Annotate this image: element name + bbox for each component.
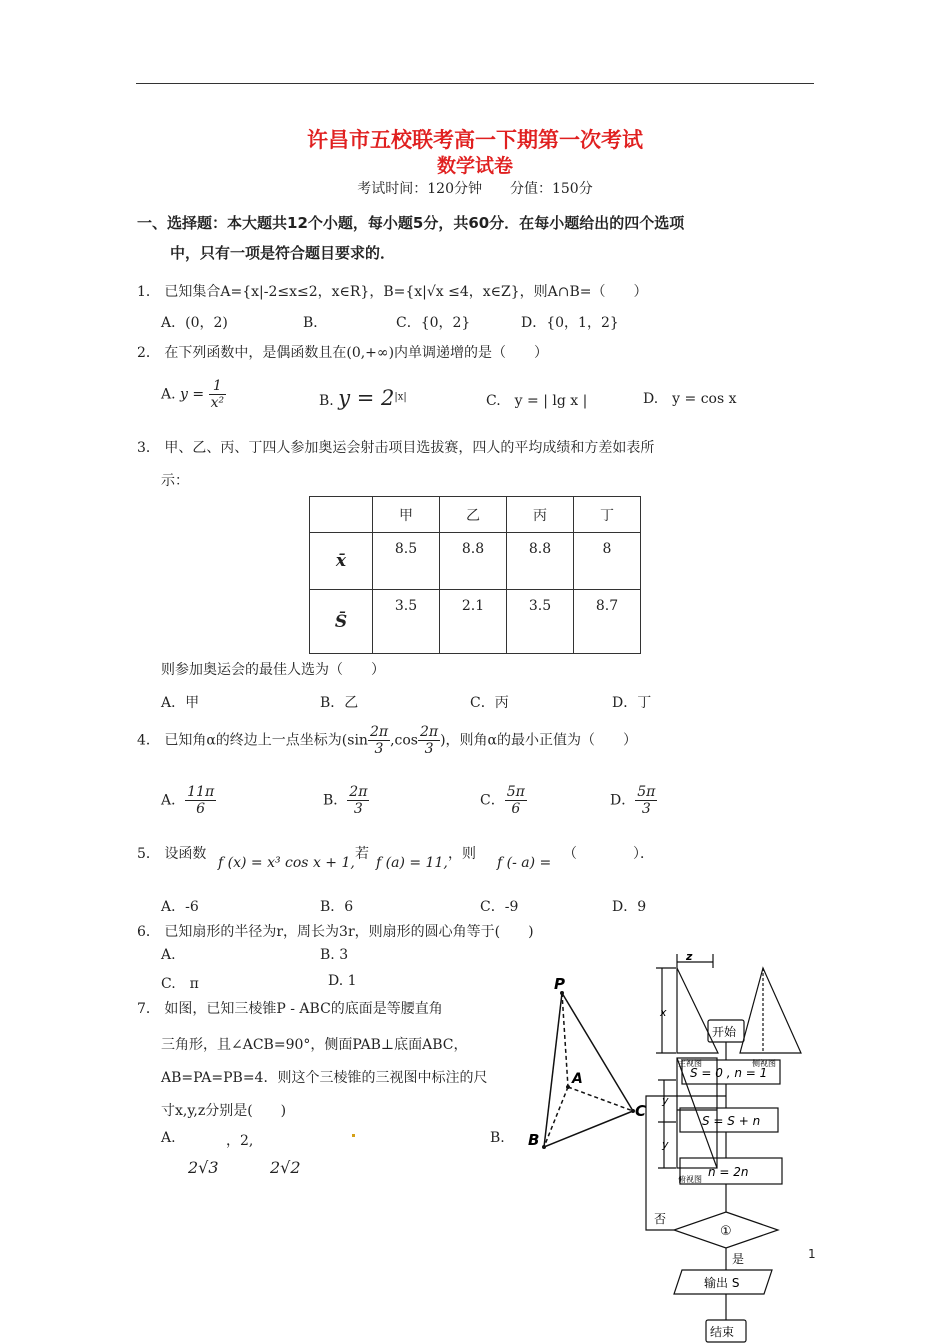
- q3-option-d: D．丁: [612, 695, 652, 711]
- flow-end-text: 结束: [710, 1325, 735, 1339]
- q3-option-b: B．乙: [320, 695, 359, 711]
- q6-option-c: C. π: [161, 976, 199, 992]
- q2-option-b: B. $y = 2^{|x|}$: [319, 386, 407, 410]
- q3-text-cont: 示：: [161, 473, 189, 489]
- q5-option-c: C．-9: [480, 899, 519, 915]
- table-row: [310, 533, 641, 590]
- page-subtitle: 数学试卷: [436, 155, 513, 177]
- section-heading-cont: 中，只有一项是符合题目要求的．: [170, 244, 396, 262]
- q2-text: 2． 在下列函数中，是偶函数且在(0,+∞)内单调递增的是（ ）: [137, 345, 549, 361]
- table-cell: 8.7: [574, 590, 641, 654]
- section-heading: 一、选择题：本大题共12个小题，每小题5分，共60分．在每小题给出的四个选项: [137, 214, 685, 232]
- edge-pc: [562, 993, 633, 1111]
- top-view-label: 俯视图: [678, 1175, 702, 1184]
- q6-option-b: B. 3: [320, 947, 349, 963]
- q4-option-c: C． $\frac{5\pi}{6}$: [480, 784, 525, 817]
- table-cell: 丁: [574, 497, 641, 533]
- label-b: B: [528, 1131, 540, 1149]
- table-row-label: S̄: [310, 590, 373, 654]
- q7-value-2: 2√2: [270, 1158, 301, 1177]
- q7-option-a: A.: [161, 1130, 176, 1146]
- flow-cond-text: ①: [720, 1224, 732, 1239]
- header-rule: [136, 83, 814, 84]
- q3-text: 3． 甲、乙、丙、丁四人参加奥运会射击项目选拔赛，四人的平均成绩和方差如表所: [137, 440, 655, 456]
- table-cell: [310, 497, 373, 533]
- flow-yes-label: 是: [732, 1252, 745, 1266]
- q6-option-d: D. 1: [328, 973, 357, 989]
- q3-option-c: C．丙: [470, 695, 509, 711]
- table-cell: 8: [574, 533, 641, 590]
- q7-line3: AB=PA=PB=4．则这个三棱锥的三视图中标注的尺: [161, 1070, 488, 1086]
- q4-option-b: B． $\frac{2\pi}{3}$: [323, 784, 368, 817]
- q6-text: 6． 已知扇形的半径为r，周长为3r，则扇形的圆心角等于( ): [137, 924, 534, 940]
- q7-option-a-mid: ，2,: [226, 1133, 254, 1149]
- q5-text-c: ，则: [448, 846, 476, 862]
- table-cell: 3.5: [507, 590, 574, 654]
- table-cell: 2.1: [440, 590, 507, 654]
- q2-option-a: A. y = $\frac{1}{\text{x²}}$: [161, 378, 225, 411]
- table-cell: 8.8: [507, 533, 574, 590]
- pyramid-figure: [520, 975, 650, 1155]
- q5-cond: f (a) = 11,: [376, 855, 448, 871]
- table-cell: 3.5: [373, 590, 440, 654]
- q1-option-c: C．{0，2}: [396, 315, 471, 331]
- score-table: [309, 496, 641, 654]
- q4-text: 4． 已知角α的终边上一点坐标为(sin $\frac{2\pi}{3}$ ,cos $\frac{2\pi}{3}$ )，则角α的最小正值为（ ）: [137, 724, 637, 757]
- label-c: C: [635, 1102, 647, 1120]
- edge-bc: [544, 1111, 633, 1147]
- q4-option-a: A． $\frac{11\pi}{6}$: [161, 784, 215, 817]
- main-view-label: 主视图: [678, 1059, 702, 1068]
- q1-option-b: B．: [303, 315, 328, 331]
- q5-paren: （ ）．: [563, 846, 654, 862]
- label-a: A: [572, 1071, 583, 1087]
- label-x: x: [660, 1006, 667, 1019]
- q6-option-a: A.: [161, 947, 176, 963]
- q7-line4: 寸x,y,z分别是( ): [161, 1103, 287, 1119]
- table-cell: 8.5: [373, 533, 440, 590]
- table-cell: 乙: [440, 497, 507, 533]
- label-y2: y: [662, 1138, 669, 1151]
- q1-option-a: A．(0，2): [161, 315, 228, 331]
- flow-step1-text: S = S + n: [702, 1114, 761, 1128]
- label-y1: y: [662, 1094, 669, 1107]
- q7-line1: 7． 如图，已知三棱锥P - ABC的底面是等腰直角: [137, 1001, 443, 1017]
- flow-no-label: 否: [654, 1212, 667, 1226]
- q2-option-c: C. y = | lg x |: [486, 393, 588, 409]
- edge-pb: [544, 993, 562, 1147]
- q5-text-b: 若: [355, 846, 369, 862]
- q3-question: 则参加奥运会的最佳人选为（ ）: [161, 662, 385, 678]
- q5-option-b: B．6: [320, 899, 354, 915]
- q5-func: f (x) = x³ cos x + 1,: [218, 855, 355, 871]
- exam-info: 考试时间：120分钟 分值：150分: [357, 181, 593, 197]
- q1-option-d: D．{0，1，2}: [521, 315, 619, 331]
- table-cell: 甲: [373, 497, 440, 533]
- table-row: [310, 590, 641, 654]
- q3-option-a: A．甲: [161, 695, 200, 711]
- main-view-shape: [677, 968, 718, 1053]
- q2-option-d: D. y = cos x: [643, 391, 737, 407]
- label-z: z: [686, 950, 693, 963]
- q5-option-a: A．-6: [161, 899, 199, 915]
- flow-start-text: 开始: [712, 1025, 737, 1039]
- table-cell: 丙: [507, 497, 574, 533]
- q5-text-a: 5． 设函数: [137, 846, 207, 862]
- q7-value-1: 2√3: [188, 1158, 219, 1177]
- table-row-label: x̄: [310, 533, 373, 590]
- flow-step2-text: n = 2n: [708, 1165, 749, 1179]
- dot-mark: [352, 1134, 355, 1137]
- side-view-shape: [740, 968, 801, 1053]
- side-view-label: 侧视图: [752, 1059, 776, 1068]
- table-cell: 8.8: [440, 533, 507, 590]
- q1-text: 1． 已知集合A={x|-2≤x≤2，x∈R}，B={x|√x ≤4，x∈Z}，则A∩B=（ ）: [137, 284, 648, 300]
- q5-ask: f (- a) =: [497, 855, 552, 871]
- q4-option-d: D． $\frac{5\pi}{3}$: [610, 784, 656, 817]
- table-row: [310, 497, 641, 533]
- page-title: 许昌市五校联考高一下期第一次考试: [307, 128, 643, 152]
- views-flowchart-figure: [640, 950, 815, 1344]
- flow-init-text: S = 0 , n = 1: [690, 1066, 768, 1080]
- edge-ac: [568, 1087, 633, 1111]
- flow-output-text: 输出 S: [704, 1276, 740, 1290]
- q5-option-d: D．9: [612, 899, 647, 915]
- q7-line2: 三角形，且∠ACB=90°，侧面PAB⊥底面ABC，: [161, 1037, 468, 1053]
- page-number: 1: [808, 1247, 816, 1261]
- edge-pa: [562, 993, 568, 1087]
- label-p: P: [554, 975, 565, 993]
- q7-option-b: B.: [490, 1130, 505, 1146]
